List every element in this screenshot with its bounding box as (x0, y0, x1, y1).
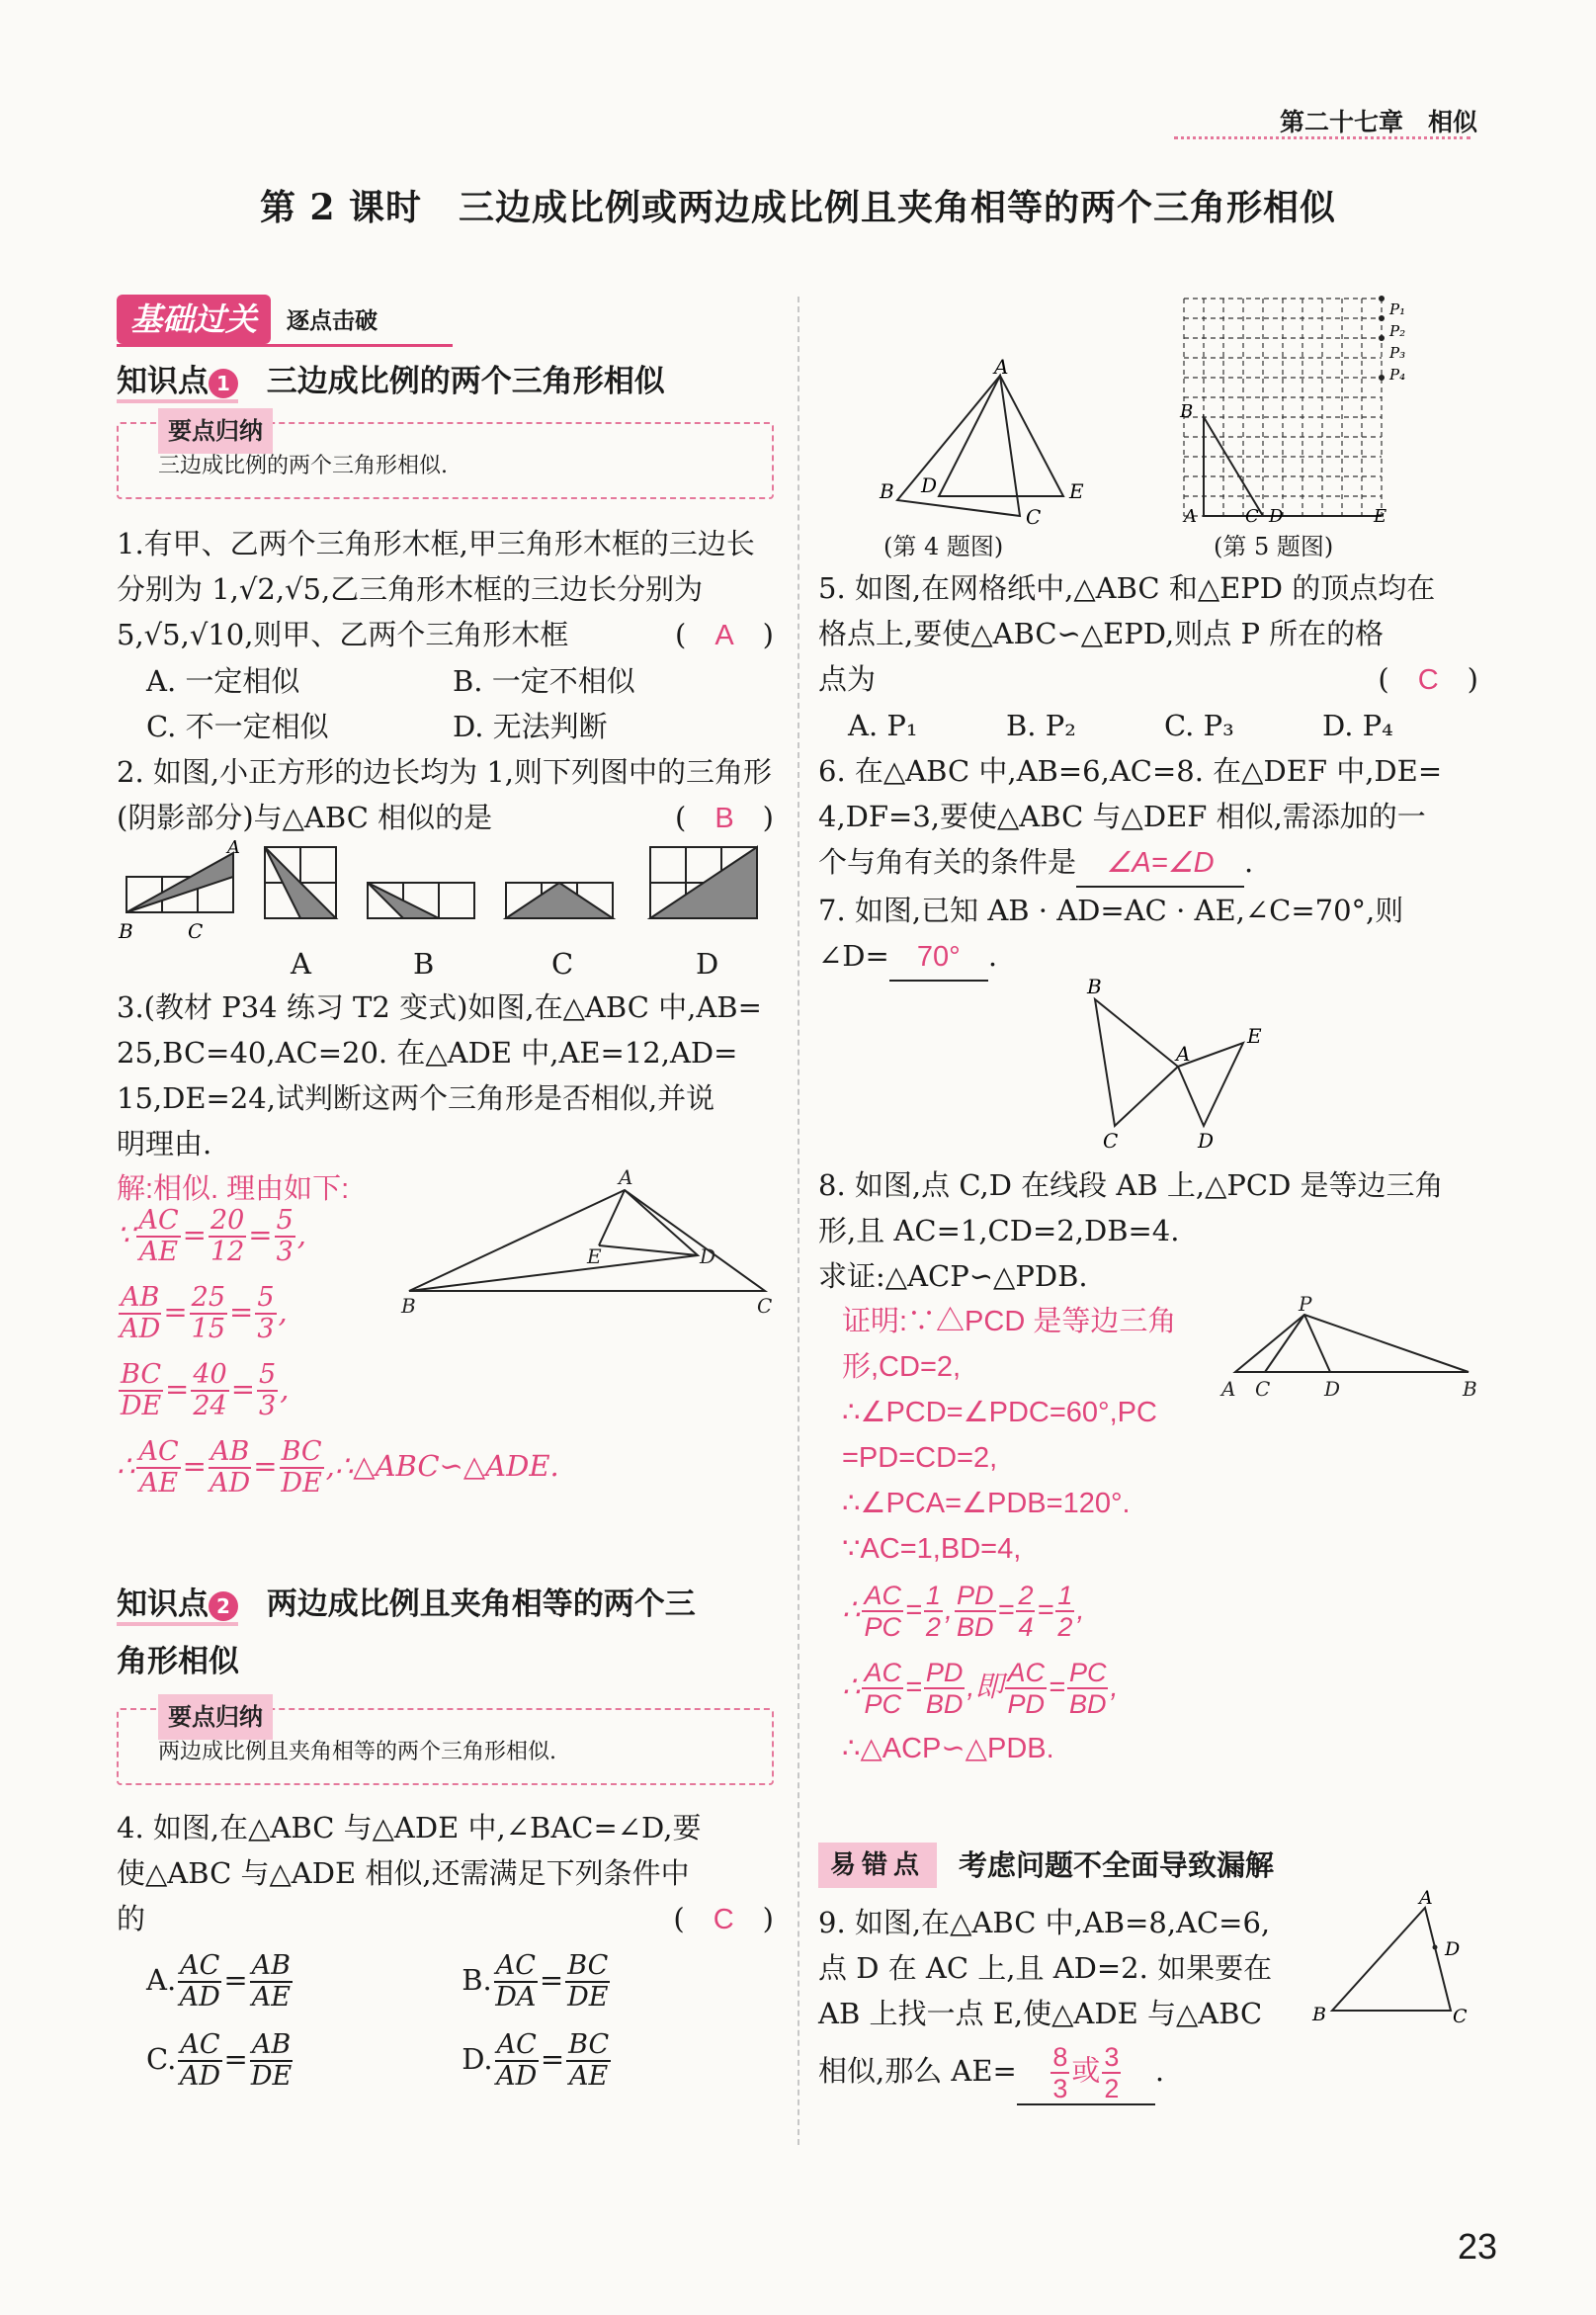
svg-text:A: A (1221, 1377, 1236, 1401)
q9-ans-num2: 3 (1104, 2042, 1120, 2073)
kp-title: 三边成比例的两个三角形相似 (266, 364, 665, 399)
lesson-title: 第 2 课时 三边成比例或两边成比例且夹角相等的两个三角形相似 (259, 187, 1337, 228)
q1-answer-bracket: ( A ) (675, 618, 774, 651)
q2-label-b: B (413, 947, 435, 981)
q1-options-row1 (117, 658, 774, 704)
kp2-title-line2: 角形相似 (117, 1644, 239, 1679)
q5-answer-bracket: ( C ) (1378, 662, 1478, 696)
q7-period: . (987, 939, 998, 973)
q2-line2-text: (阴影部分)与△ABC 相似的是 (117, 801, 493, 834)
q3-step4: ∴ $\frac{AC}{AE}$ = $\frac{AB}{AD}$ = $\frac{BC}{DE}$ ,∴△ABC∽△ADE. (117, 1436, 559, 1499)
q1-option-c: C. 不一定相似 (146, 710, 329, 743)
svg-text:A: A (1176, 1042, 1191, 1066)
svg-text:D: D (921, 473, 938, 497)
q1-line3 (117, 612, 774, 658)
svg-text:P₂: P₂ (1389, 322, 1406, 340)
q2-label-c: C (551, 947, 574, 981)
fig5-grid (1174, 289, 1441, 526)
q2-line2 (117, 795, 774, 841)
svg-text:B: B (880, 479, 894, 503)
svg-text:P₄: P₄ (1389, 366, 1406, 384)
q3-line3: 15,DE=24,试判断这两个三角形是否相似,并说 (117, 1081, 715, 1115)
knowledge-point-1 (117, 359, 774, 404)
q9-ans-or: 或 (1071, 2056, 1101, 2088)
q6-answer: ∠A=∠D (1106, 847, 1215, 879)
q9-line2: 点 D 在 AC 上,且 AD=2. 如果要在 (818, 1951, 1273, 1985)
svg-text:C: C (1245, 506, 1259, 527)
q9-ans-num1: 8 (1052, 2042, 1068, 2073)
q8-proof-9: ∴△ACP∽△PDB. (842, 1733, 1054, 1764)
svg-text:C: C (757, 1294, 773, 1318)
error-point-heading (818, 1843, 1478, 1888)
q8-line2: 形,且 AC=1,CD=2,DB=4. (818, 1214, 1180, 1247)
q6-line3-text: 个与角有关的条件是 (818, 845, 1077, 879)
q1-options-row2 (117, 704, 774, 749)
q2-answer: B (714, 803, 734, 834)
right-column (818, 289, 1478, 2105)
tip-box-1 (117, 417, 774, 499)
svg-text:E: E (587, 1244, 602, 1268)
q5-line2: 格点上,要使△ABC∽△EPD,则点 P 所在的格 (818, 617, 1385, 650)
q4-options-row1 (117, 1942, 774, 2021)
q8-proof-4: =PD=CD=2, (842, 1442, 998, 1474)
header-dotted-line (1174, 136, 1470, 139)
error-point-title: 考虑问题不全面导致漏解 (959, 1848, 1275, 1882)
q7-answer: 70° (916, 941, 961, 973)
svg-text:E: E (1374, 506, 1387, 527)
q3-figure (401, 1165, 779, 1318)
section-subtitle: 逐点击破 (287, 308, 378, 334)
q4-line3-text: 的 (117, 1902, 146, 1935)
q3-line4: 明理由. (117, 1127, 212, 1160)
svg-text:E: E (1247, 1024, 1262, 1048)
q9-line4-text: 相似,那么 AE= (818, 2054, 1017, 2088)
fig5-caption: (第 5 题图) (1214, 533, 1334, 560)
q8-proof (818, 1292, 1478, 1773)
q5-answer: C (1417, 664, 1439, 696)
q9-answer-blank (1017, 2042, 1155, 2105)
q8-proof-6: ∵AC=1,BD=4, (842, 1533, 1022, 1565)
q5-option-d: D. P₄ (1322, 709, 1393, 742)
q4-option-c: C. $\frac{AC}{AD}$ = $\frac{AB}{DE}$ (146, 2029, 293, 2092)
kp-number: 1 (209, 369, 238, 398)
q5-option-a: A. P₁ (848, 709, 918, 742)
q1-answer: A (714, 620, 734, 651)
svg-text:B: B (1463, 1377, 1477, 1401)
q9-ans-den2: 2 (1104, 2074, 1120, 2104)
q8-proof-2: 形,CD=2, (842, 1351, 962, 1383)
q4-line2: 使△ABC 与△ADE 相似,还需满足下列条件中 (117, 1856, 690, 1890)
q8-proof-8: ∴ $\frac{AC}{PC}$ = $\frac{PD}{BD}$ ,即 $\frac{AC}{PD}$ = $\frac{PC}{BD}$ , (842, 1658, 1119, 1720)
svg-text:D: D (1445, 1938, 1461, 1960)
chapter-header: 第二十七章 相似 (1279, 108, 1477, 136)
tip-text: 三边成比例的两个三角形相似. (158, 454, 448, 478)
q4-option-d: D. $\frac{AC}{AD}$ = $\frac{BC}{AE}$ (462, 2029, 610, 2092)
q6-line3 (818, 839, 1478, 888)
q8-proof-1: 证明:∵△PCD 是等边三角 (842, 1306, 1177, 1337)
q5-line1: 5. 如图,在网格纸中,△ABC 和△EPD 的顶点均在 (818, 571, 1436, 605)
q3-line2: 25,BC=40,AC=20. 在△ADE 中,AE=12,AD= (117, 1036, 738, 1070)
q3-step1: ∵ $\frac{AC}{AE}$ = $\frac{20}{12}$ = $\frac{5}{3}$ , (117, 1205, 307, 1267)
q5-line3-text: 点为 (818, 662, 877, 696)
q3-solution (117, 1166, 774, 1502)
q6-line1: 6. 在△ABC 中,AB=6,AC=8. 在△DEF 中,DE= (818, 754, 1443, 788)
q5-option-c: C. P₃ (1164, 709, 1234, 742)
q2-figures (117, 837, 774, 950)
q4-option-a: A. $\frac{AC}{AD}$ = $\frac{AB}{AE}$ (146, 1950, 291, 2013)
left-column (117, 295, 774, 2101)
svg-text:C: C (1255, 1377, 1271, 1401)
tip-box-2 (117, 1703, 774, 1785)
fig4-triangles (878, 355, 1125, 529)
q6-line2: 4,DF=3,要使△ABC 与△DEF 相似,需添加的一 (818, 800, 1426, 833)
section-badge: 基础过关 (117, 295, 271, 344)
svg-text:E: E (1069, 479, 1084, 503)
q7-line1: 7. 如图,已知 AB · AD=AC · AE,∠C=70°,则 (818, 894, 1404, 927)
svg-text:D: D (1324, 1377, 1341, 1401)
q8-line1: 8. 如图,点 C,D 在线段 AB 上,△PCD 是等边三角 (818, 1168, 1444, 1202)
q8-line3: 求证:△ACP∽△PDB. (818, 1259, 1088, 1293)
q4-answer: C (713, 1904, 734, 1935)
svg-text:B: B (1087, 975, 1102, 998)
fig4-caption: (第 4 题图) (883, 533, 1004, 560)
svg-text:A: A (619, 1165, 633, 1189)
tip-label: 要点归纳 (158, 408, 273, 454)
q4-line3 (117, 1896, 774, 1942)
svg-text:P₃: P₃ (1389, 344, 1406, 362)
svg-text:A: A (994, 355, 1009, 379)
q9 (818, 1887, 1478, 2105)
svg-text:P₁: P₁ (1389, 300, 1406, 318)
svg-text:A: A (1184, 506, 1197, 527)
knowledge-point-2 (117, 1582, 774, 1627)
q7-line2 (818, 933, 1478, 982)
svg-text:C: C (1103, 1129, 1119, 1153)
q4-options-row2 (117, 2021, 774, 2101)
q4-answer-bracket: ( C ) (673, 1902, 774, 1935)
kp2-number: 2 (209, 1591, 238, 1621)
svg-text:B: B (1312, 2004, 1326, 2025)
svg-text:B: B (1180, 401, 1194, 422)
q9-line3: AB 上找一点 E,使△ADE 与△ABC (818, 1997, 1263, 2030)
q1-option-d: D. 无法判断 (453, 710, 608, 743)
q3-step2: $\frac{AB}{AD}$ = $\frac{25}{15}$ = $\frac{5}{3}$ , (120, 1282, 288, 1344)
q3-line1: 3.(教材 P34 练习 T2 变式)如图,在△ABC 中,AB= (117, 990, 762, 1024)
q1-line1: 1.有甲、乙两个三角形木框,甲三角形木框的三边长 (117, 527, 755, 560)
column-divider (798, 297, 799, 2145)
svg-text:C: C (188, 919, 204, 943)
fig4-fig5-row (818, 289, 1478, 565)
kp-label: 知识点 (117, 364, 209, 399)
q5-options (818, 703, 1478, 748)
q2-label-d: D (696, 947, 719, 981)
q8-proof-3: ∴∠PCD=∠PDC=60°,PC (842, 1397, 1157, 1428)
page-number: 23 (1457, 2226, 1497, 2267)
q4-line1: 4. 如图,在△ABC 与△ADE 中,∠BAC=∠D,要 (117, 1811, 702, 1844)
q6-period: . (1244, 845, 1254, 879)
kp2-title-line1: 两边成比例且夹角相等的两个三 (266, 1586, 696, 1622)
q9-line4 (818, 2036, 1478, 2105)
tip-label-2: 要点归纳 (158, 1694, 273, 1740)
svg-text:B: B (119, 919, 133, 943)
svg-text:D: D (1269, 506, 1284, 527)
q7-answer-blank (889, 933, 988, 982)
q2-answer-bracket: ( B ) (675, 801, 774, 834)
q7-line2-text: ∠D= (818, 939, 889, 973)
svg-text:A: A (227, 837, 240, 858)
q5-line3 (818, 656, 1478, 703)
section-heading (117, 295, 453, 347)
q9-period: . (1154, 2054, 1165, 2088)
q1-option-a: A. 一定相似 (146, 664, 300, 698)
kp2-label: 知识点 (117, 1586, 209, 1622)
svg-text:C: C (1453, 2006, 1468, 2027)
q8-proof-lines (842, 1299, 1176, 1771)
q9-ans-den1: 3 (1052, 2074, 1068, 2104)
q8-proof-7: ∴ $\frac{AC}{PC}$ = $\frac{1}{2}$ , $\frac{PD}{BD}$ = $\frac{2}{4}$ = $\frac{1}{2}$ , (842, 1581, 1085, 1643)
q3-solution-intro: 解:相似. 理由如下: (117, 1173, 350, 1205)
svg-text:A: A (1419, 1887, 1433, 1909)
q9-figure (1302, 1887, 1470, 2042)
q1-line3-text: 5,√5,√10,则甲、乙两个三角形木框 (117, 618, 569, 651)
q2-figure-labels (117, 947, 774, 985)
svg-text:D: D (1198, 1129, 1215, 1153)
q2-line1: 2. 如图,小正方形的边长均为 1,则下列图中的三角形 (117, 755, 772, 789)
svg-text:P: P (1299, 1292, 1312, 1316)
q6-answer-blank (1076, 839, 1244, 888)
q8-figure (1221, 1292, 1488, 1408)
svg-text:D: D (700, 1244, 716, 1268)
svg-text:C: C (1026, 505, 1042, 529)
q2-label-a: A (291, 947, 311, 981)
q1-line2: 分别为 1,√2,√5,乙三角形木框的三边长分别为 (117, 572, 704, 606)
q3-step3: $\frac{BC}{DE}$ = $\frac{40}{24}$ = $\frac{5}{3}$ , (120, 1359, 290, 1421)
svg-text:B: B (401, 1294, 416, 1318)
error-point-label: 易错点 (818, 1843, 937, 1888)
q1-option-b: B. 一定不相似 (453, 664, 635, 698)
q7-figure (818, 975, 1478, 1153)
q4-option-b: B. $\frac{AC}{DA}$ = $\frac{BC}{DE}$ (462, 1950, 609, 2013)
q9-line1: 9. 如图,在△ABC 中,AB=8,AC=6, (818, 1906, 1271, 1939)
q5-option-b: B. P₂ (1006, 709, 1076, 742)
q8-proof-5: ∴∠PCA=∠PDB=120°. (842, 1488, 1131, 1519)
tip-text-2: 两边成比例且夹角相等的两个三角形相似. (158, 1740, 556, 1764)
